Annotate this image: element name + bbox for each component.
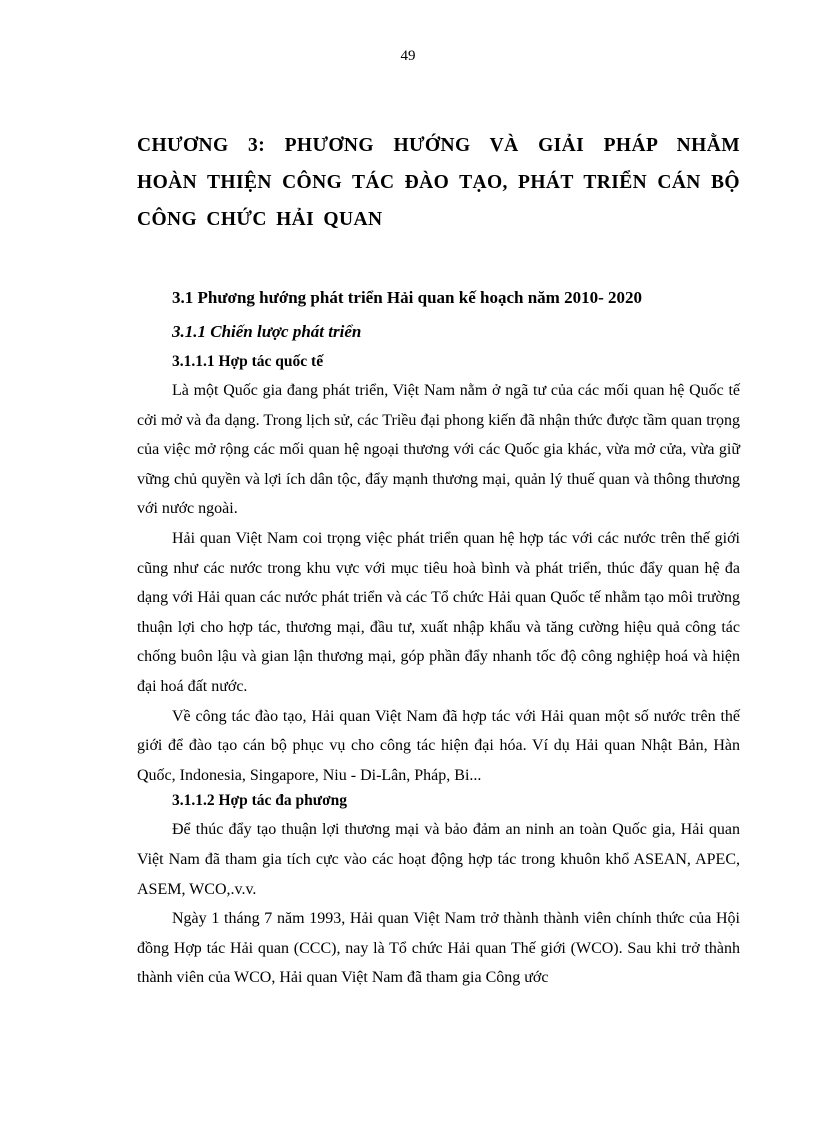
section-heading-3-1-1-1: 3.1.1.1 Hợp tác quốc tế — [172, 353, 324, 370]
chapter-title-line: CHƯƠNG 3: PHƯƠNG HƯỚNG VÀ GIẢI PHÁP NHẰM — [137, 135, 740, 156]
document-body — [137, 127, 740, 993]
body-paragraph: Về công tác đào tạo, Hải quan Việt Nam đã hợp tác với Hải quan một số nước trên thế giới để đào tạo cán bộ phục vụ cho công tác hiện đại hóa. Ví dụ Hải quan Nhật Bản, Hàn Quốc, Indonesia, Singapore, Niu - Di-Lân, Pháp, Bi... — [137, 707, 740, 784]
chapter-title-line: CÔNG CHỨC HẢI QUAN — [137, 209, 383, 230]
body-paragraph: Là một Quốc gia đang phát triển, Việt Nam nằm ở ngã tư của các mối quan hệ Quốc tế cởi mở và đa dạng. Trong lịch sử, các Triều đại phong kiến đã nhận thức được tầm quan trọng của việc mở rộng các mối quan hệ ngoại thương với các Quốc gia khác, vừa mở cửa, vừa giữ vững chủ quyền và lợi ích dân tộc, đẩy mạnh thương mại, quản lý thuế quan và thông thương với nước ngoài. — [137, 382, 740, 518]
chapter-title-line: HOÀN THIỆN CÔNG TÁC ĐÀO TẠO, PHÁT TRIỂN CÁN BỘ — [137, 172, 740, 193]
chapter-title — [137, 127, 740, 238]
section-heading-3-1-1-2: 3.1.1.2 Hợp tác đa phương — [172, 792, 348, 810]
section-heading-3-1-1: 3.1.1 Chiến lược phát triển — [172, 322, 362, 341]
section-heading-3-1: 3.1 Phương hướng phát triển Hải quan kế hoạch năm 2010- 2020 — [172, 288, 642, 307]
body-paragraph: Để thúc đẩy tạo thuận lợi thương mại và bảo đảm an ninh an toàn Quốc gia, Hải quan Việt Nam đã tham gia tích cực vào các hoạt động hợp tác trong khuôn khổ ASEAN, APEC, ASEM, WCO,.v.v. — [137, 821, 740, 898]
page-number: 49 — [400, 48, 416, 64]
body-paragraph: Hải quan Việt Nam coi trọng việc phát triển quan hệ hợp tác với các nước trên thế giới cũng như các nước trong khu vực với mục tiêu hoà bình và phát triển, thúc đẩy quan hệ đa dạng với Hải quan các nước phát triển và các Tổ chức Hải quan Quốc tế nhằm tạo môi trường thuận lợi cho hợp tác, thương mại, đầu tư, xuất nhập khẩu và tăng cường hiệu quả công tác chống buôn lậu và gian lận thương mại, góp phần đẩy nhanh tốc độ công nghiệp hoá và hiện đại hoá đất nước. — [137, 529, 740, 695]
body-paragraph: Ngày 1 tháng 7 năm 1993, Hải quan Việt Nam trở thành thành viên chính thức của Hội đồng Hợp tác Hải quan (CCC), nay là Tổ chức Hải quan Thế giới (WCO). Sau khi trở thành thành viên của WCO, Hải quan Việt Nam đã tham gia Công ước — [137, 910, 740, 987]
